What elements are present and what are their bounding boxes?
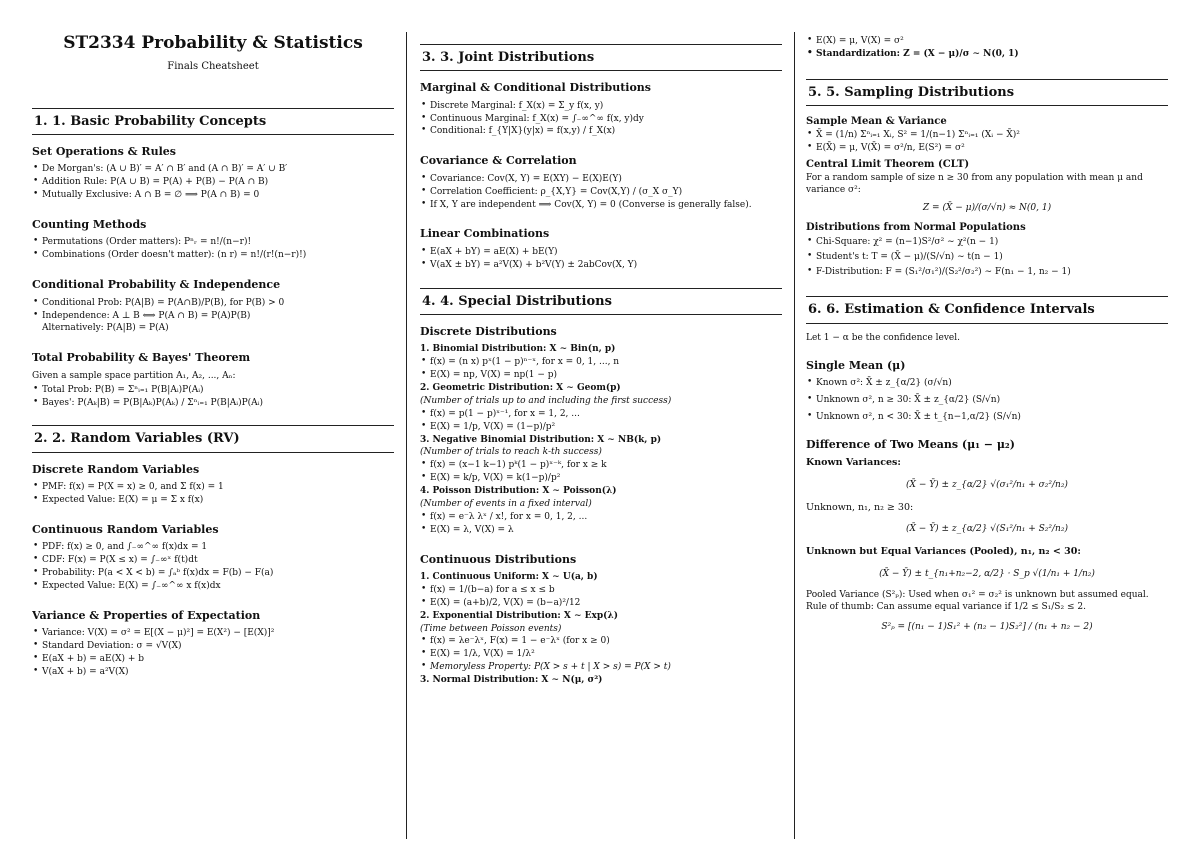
list-item: • Memoryless Property: P(X > s + t | X > s) = P(X > t) xyxy=(420,662,782,674)
list-item: • E(X) = 1/p, V(X) = (1−p)/p² xyxy=(420,422,782,434)
list-item: • Continuous Marginal: f_X(x) = ∫₋∞^∞ f(x, y)dy xyxy=(420,114,782,126)
list-item: • Discrete Marginal: f_X(x) = Σ_y f(x, y) xyxy=(420,101,782,113)
pooled-variance-formula: S²ₚ = [(n₁ − 1)S₁² + (n₂ − 1)S₂²] / (n₁ + n₂ − 2) xyxy=(881,622,1093,633)
list-item: (Number of trials up to and including the first success) xyxy=(420,395,672,406)
list-item: • X̄ = (1/n) Σⁿᵢ₌₁ Xᵢ, S² = 1/(n−1) Σⁿᵢ₌₁ (Xᵢ − X̄)² xyxy=(806,130,1168,142)
list-item: • Covariance: Cov(X, Y) = E(XY) − E(X)E(Y) xyxy=(420,174,782,186)
list-item: • E(aX + b) = aE(X) + b xyxy=(32,654,394,666)
section-basic-probability: 1. 1. Basic Probability Concepts xyxy=(32,108,394,135)
subsection-conditional: Conditional Probability & Independence xyxy=(32,278,281,292)
subsection-variance: Variance & Properties of Expectation xyxy=(32,608,261,622)
list-item: • E(X) = λ, V(X) = λ xyxy=(420,525,782,537)
list-item: • f(x) = p(1 − p)ˣ⁻¹, for x = 1, 2, ... xyxy=(420,409,782,421)
subsection-discrete-distributions: Discrete Distributions xyxy=(420,324,557,338)
subsection-linear-combinations: Linear Combinations xyxy=(420,227,550,241)
list-item: • E(X) = (a+b)/2, V(X) = (b−a)²/12 xyxy=(420,598,782,610)
list-item: 3. Normal Distribution: X ∼ N(μ, σ²) xyxy=(420,675,603,686)
list-item: • Unknown σ², n < 30: X̄ ± t_{n−1,α/2} (S/√n) xyxy=(806,412,1168,424)
list-item: • E(X) = k/p, V(X) = k(1−p)/p² xyxy=(420,473,782,485)
page-title: ST2334 Probability & Statistics xyxy=(63,33,363,53)
list-item: • Expected Value: E(X) = μ = Σ x f(x) xyxy=(32,495,394,507)
list-item: • f(x) = (n x) pˣ(1 − p)ⁿ⁻ˣ, for x = 0, 1, ..., n xyxy=(420,357,782,369)
subsection-single-mean: Single Mean (μ) xyxy=(806,358,906,372)
list-item: • PMF: f(x) = P(X = x) ≥ 0, and Σ f(x) = 1 xyxy=(32,482,394,494)
list-item: • Mutually Exclusive: A ∩ B = ∅ ⟹ P(A ∩ B) = 0 xyxy=(32,190,394,202)
discrete-rv-list xyxy=(32,482,394,507)
list-item: • PDF: f(x) ≥ 0, and ∫₋∞^∞ f(x)dx = 1 xyxy=(32,542,394,554)
list-item: • Standardization: Z = (X − μ)/σ ∼ N(0, 1) xyxy=(806,49,1168,61)
subsection-bayes: Total Probability & Bayes' Theorem xyxy=(32,351,251,365)
normal-populations-list xyxy=(806,237,1168,279)
list-item: • Addition Rule: P(A ∪ B) = P(A) + P(B) − P(A ∩ B) xyxy=(32,177,394,189)
list-item: Alternatively: P(A|B) = P(A) xyxy=(42,323,169,334)
unknown-variances-label: Unknown, n₁, n₂ ≥ 30: xyxy=(806,501,914,513)
subsection-normal-populations: Distributions from Normal Populations xyxy=(806,221,1026,233)
subsection-covariance: Covariance & Correlation xyxy=(420,154,577,168)
continuous-distributions-list xyxy=(420,572,782,687)
list-item: (Number of trials to reach k-th success) xyxy=(420,447,602,458)
set-operations-list xyxy=(32,164,394,202)
list-item: • If X, Y are independent ⟹ Cov(X, Y) = 0 (Converse is generally false). xyxy=(420,200,782,212)
section-estimation: 6. 6. Estimation & Confidence Intervals xyxy=(806,296,1168,323)
clt-formula: Z = (X̄ − μ)/(σ/√n) ≈ N(0, 1) xyxy=(922,202,1052,213)
list-item: • E(X) = np, V(X) = np(1 − p) xyxy=(420,370,782,382)
list-item: (Time between Poisson events) xyxy=(420,623,562,634)
estimation-intro: Let 1 − α be the confidence level. xyxy=(806,332,960,343)
list-item: • E(X) = μ, V(X) = σ² xyxy=(806,36,1168,48)
clt-text: For a random sample of size n ≥ 30 from any population with mean μ and variance σ²: xyxy=(806,173,1143,195)
subsection-difference-means: Difference of Two Means (μ₁ − μ₂) xyxy=(806,437,1015,451)
unknown-variances-formula: (X̄ − Ȳ) ± z_{α/2} √(S₁²/n₁ + S₂²/n₂) xyxy=(906,524,1068,535)
list-item: • Unknown σ², n ≥ 30: X̄ ± z_{α/2} (S/√n) xyxy=(806,395,1168,407)
bayes-intro: Given a sample space partition A₁, A₂, ..., Aₙ: xyxy=(32,370,236,381)
list-item: 2. Exponential Distribution: X ∼ Exp(λ) xyxy=(420,610,618,621)
list-item: • Variance: V(X) = σ² = E[(X − μ)²] = E(X²) − [E(X)]² xyxy=(32,628,394,640)
list-item: • Probability: P(a < X < b) = ∫ₐᵇ f(x)dx = F(b) − F(a) xyxy=(32,568,394,580)
subsection-continuous-rv: Continuous Random Variables xyxy=(32,522,219,536)
list-item: 4. Poisson Distribution: X ∼ Poisson(λ) xyxy=(420,486,617,496)
list-item: • f(x) = (x−1 k−1) pᵏ(1 − p)ˣ⁻ᵏ, for x ≥ k xyxy=(420,460,782,472)
marginal-list xyxy=(420,101,782,139)
single-mean-list xyxy=(806,378,1168,424)
bayes-list xyxy=(32,385,394,410)
list-item: • f(x) = 1/(b−a) for a ≤ x ≤ b xyxy=(420,585,782,597)
subsection-set-operations: Set Operations & Rules xyxy=(32,144,176,158)
variance-list xyxy=(32,628,394,679)
column-3 xyxy=(806,30,1168,841)
section-joint-distributions: 3. 3. Joint Distributions xyxy=(420,44,782,71)
page-subtitle: Finals Cheatsheet xyxy=(167,61,259,73)
list-item: • f(x) = e⁻λ λˣ / x!, for x = 0, 1, 2, ... xyxy=(420,512,782,524)
subsection-continuous-distributions: Continuous Distributions xyxy=(420,552,577,566)
list-item: • Expected Value: E(X) = ∫₋∞^∞ x f(x)dx xyxy=(32,581,394,593)
list-item: • Known σ²: X̄ ± z_{α/2} (σ/√n) xyxy=(806,378,1168,390)
list-item: • V(aX + b) = a²V(X) xyxy=(32,667,394,679)
list-item: • E(X) = 1/λ, V(X) = 1/λ² xyxy=(420,649,782,661)
list-item: • De Morgan's: (A ∪ B)′ = A′ ∩ B′ and (A ∩ B)′ = A′ ∪ B′ xyxy=(32,164,394,176)
list-item: (Number of events in a fixed interval) xyxy=(420,498,592,509)
list-item: • Student's t: T = (X̄ − μ)/(S/√n) ∼ t(n − 1) xyxy=(806,252,1168,264)
column-divider-1 xyxy=(406,32,407,839)
section-special-distributions: 4. 4. Special Distributions xyxy=(420,288,782,315)
pooled-variances-label: Unknown but Equal Variances (Pooled), n₁, n₂ < 30: xyxy=(806,545,1081,557)
list-item: • Total Prob: P(B) = Σⁿᵢ₌₁ P(B|Aᵢ)P(Aᵢ) xyxy=(32,385,394,397)
list-item: • F-Distribution: F = (S₁²/σ₁²)/(S₂²/σ₂²) ∼ F(n₁ − 1, n₂ − 1) xyxy=(806,267,1168,279)
subsection-discrete-rv: Discrete Random Variables xyxy=(32,462,200,476)
list-item: • E(X̄) = μ, V(X̄) = σ²/n, E(S²) = σ² xyxy=(806,143,1168,155)
section-sampling-distributions: 5. 5. Sampling Distributions xyxy=(806,79,1168,106)
list-item: • f(x) = λe⁻λˣ, F(x) = 1 − e⁻λˣ (for x ≥ 0) xyxy=(420,636,782,648)
normal-distribution-continued-list xyxy=(806,36,1168,61)
counting-list xyxy=(32,237,394,262)
list-item: 1. Continuous Uniform: X ∼ U(a, b) xyxy=(420,572,598,583)
list-item: • Independence: A ⊥ B ⟺ P(A ∩ B) = P(A)P(B) xyxy=(32,311,394,323)
list-item: • Permutations (Order matters): Pⁿᵣ = n!/(n−r)! xyxy=(32,237,394,249)
list-item: • Combinations (Order doesn't matter): (n r) = n!/(r!(n−r)!) xyxy=(32,250,394,262)
list-item: • V(aX ± bY) = a²V(X) + b²V(Y) ± 2abCov(X, Y) xyxy=(420,260,782,272)
conditional-list xyxy=(32,298,394,336)
subsection-marginal: Marginal & Conditional Distributions xyxy=(420,81,651,95)
linear-list xyxy=(420,247,782,272)
discrete-distributions-list xyxy=(420,344,782,536)
list-item: • CDF: F(x) = P(X ≤ x) = ∫₋∞ˣ f(t)dt xyxy=(32,555,394,567)
list-item: • Conditional Prob: P(A|B) = P(A∩B)/P(B), for P(B) > 0 xyxy=(32,298,394,310)
column-1 xyxy=(32,30,394,841)
list-item: • Bayes': P(Aₖ|B) = P(B|Aₖ)P(Aₖ) / Σⁿᵢ₌₁ P(B|Aᵢ)P(Aᵢ) xyxy=(32,398,394,410)
column-2 xyxy=(420,30,782,841)
pooled-variance-note: Pooled Variance (S²ₚ): Used when σ₁² = σ₂² is unknown but assumed equal. Rule of thumb: Can assume equal variance if 1/2 ≤ S₁/S₂ ≤ 2. xyxy=(806,590,1149,613)
pooled-variances-formula: (X̄ − Ȳ) ± t_{n₁+n₂−2, α/2} · S_p √(1/n₁ + 1/n₂) xyxy=(879,568,1095,579)
continuous-rv-list xyxy=(32,542,394,593)
subsection-counting: Counting Methods xyxy=(32,217,147,231)
list-item: • E(aX + bY) = aE(X) + bE(Y) xyxy=(420,247,782,259)
list-item: • Standard Deviation: σ = √V(X) xyxy=(32,641,394,653)
subsection-clt: Central Limit Theorem (CLT) xyxy=(806,158,970,170)
list-item: 2. Geometric Distribution: X ∼ Geom(p) xyxy=(420,383,621,393)
list-item: • Chi-Square: χ² = (n−1)S²/σ² ∼ χ²(n − 1) xyxy=(806,237,1168,249)
sample-mean-list xyxy=(806,130,1168,155)
known-variances-label: Known Variances: xyxy=(806,457,901,469)
column-divider-2 xyxy=(794,32,795,839)
list-item: 1. Binomial Distribution: X ∼ Bin(n, p) xyxy=(420,344,616,355)
known-variances-formula: (X̄ − Ȳ) ± z_{α/2} √(σ₁²/n₁ + σ₂²/n₂) xyxy=(906,479,1068,490)
subsection-sample-mean: Sample Mean & Variance xyxy=(806,115,947,127)
list-item: • Correlation Coefficient: ρ_{X,Y} = Cov(X,Y) / (σ_X σ_Y) xyxy=(420,187,782,199)
list-item: 3. Negative Binomial Distribution: X ∼ NB(k, p) xyxy=(420,434,662,445)
list-item: • Conditional: f_{Y|X}(y|x) = f(x,y) / f_X(x) xyxy=(420,126,782,138)
covariance-list xyxy=(420,174,782,212)
section-random-variables: 2. 2. Random Variables (RV) xyxy=(32,425,394,452)
